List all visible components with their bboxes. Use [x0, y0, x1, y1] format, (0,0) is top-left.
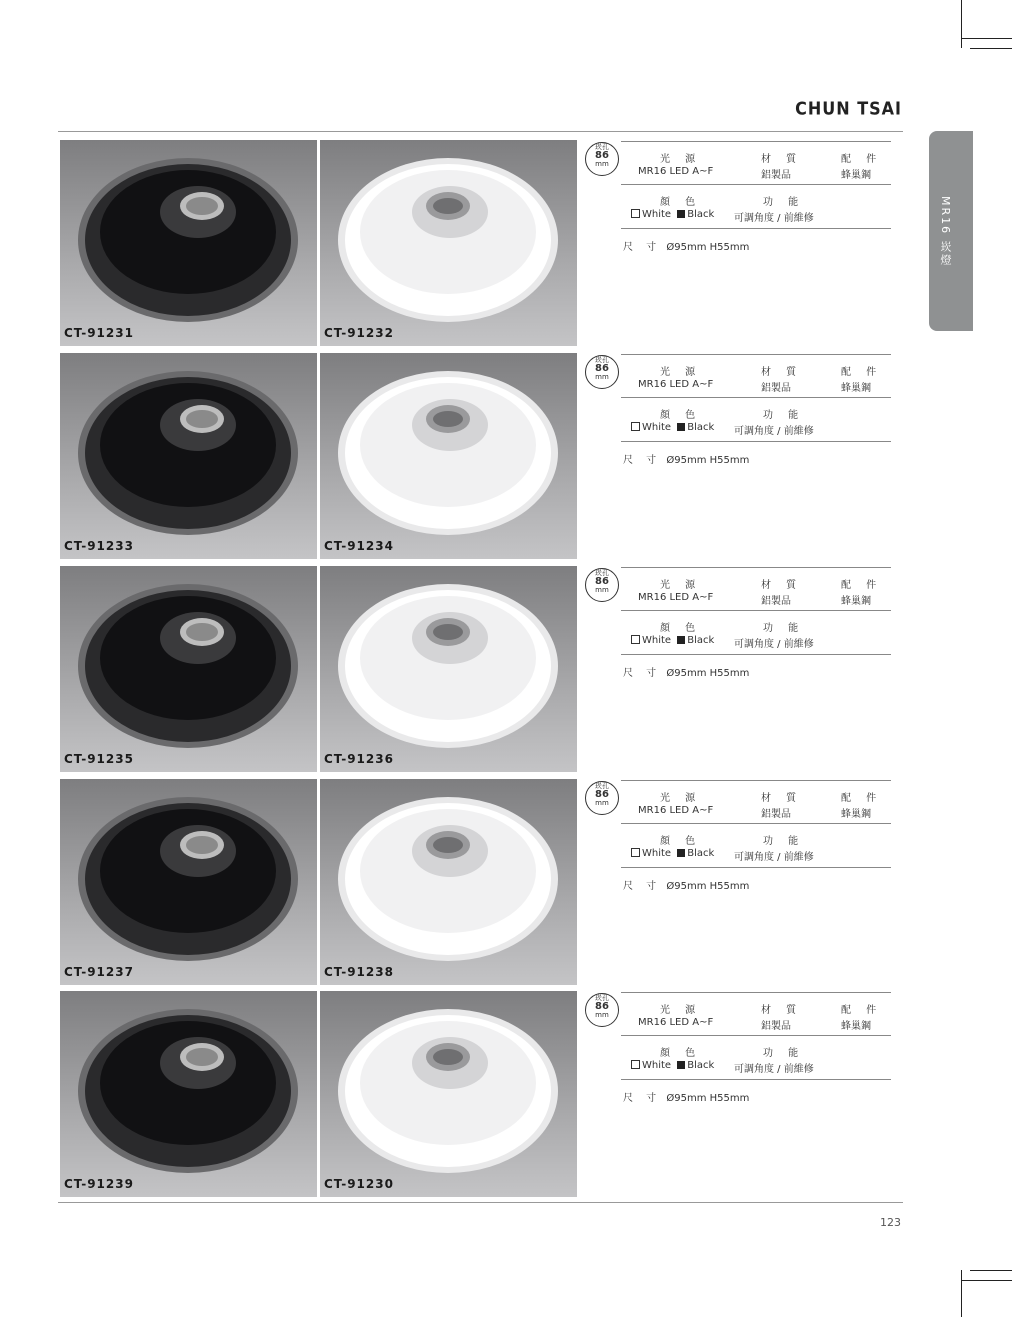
spec-divider	[621, 867, 891, 868]
accessory-header: 配 件	[841, 154, 883, 165]
footer-rule	[58, 1202, 903, 1203]
white-swatch-icon	[631, 422, 640, 431]
product-photo-white	[320, 566, 577, 772]
material-header: 材 質	[761, 580, 803, 591]
function-header: 功 能	[763, 197, 805, 208]
color-white-label: White	[642, 422, 672, 433]
badge-label: 崁孔	[595, 569, 609, 577]
badge-label: 崁孔	[595, 994, 609, 1002]
size-value: Ø95mm H55mm	[666, 881, 750, 892]
product-photo-white	[320, 140, 577, 346]
product-code: CT-91236	[324, 752, 394, 766]
product-code: CT-91239	[64, 1177, 134, 1191]
size-row	[623, 664, 749, 679]
badge-value: 86	[595, 1001, 609, 1012]
black-swatch-icon	[677, 849, 685, 857]
light-source-value: MR16 LED A~F	[638, 805, 714, 816]
cutout-badge	[585, 781, 619, 815]
color-black-label: Black	[687, 209, 715, 220]
product-photo-black	[60, 566, 317, 772]
light-source-header: 光 源	[660, 154, 702, 165]
spec-divider	[621, 441, 891, 442]
product-photo-white	[320, 779, 577, 985]
spec-divider	[621, 228, 891, 229]
badge-value: 86	[595, 150, 609, 161]
crop-mark-bottom-h2	[970, 1270, 1012, 1271]
header-rule	[58, 131, 903, 132]
spec-divider	[621, 397, 891, 398]
size-label: 尺 寸	[623, 242, 662, 253]
light-source-header: 光 源	[660, 580, 702, 591]
color-header: 顏 色	[660, 410, 702, 421]
accessory-value: 蜂巢鋼	[841, 809, 871, 820]
size-value: Ø95mm H55mm	[666, 1093, 750, 1104]
spec-table	[583, 353, 903, 559]
accessory-value: 蜂巢鋼	[841, 596, 871, 607]
spec-table	[583, 140, 903, 346]
product-photo-black	[60, 353, 317, 559]
size-label: 尺 寸	[623, 668, 662, 679]
product-photo-black	[60, 991, 317, 1197]
color-header: 顏 色	[660, 623, 702, 634]
spec-divider	[621, 610, 891, 611]
color-black-label: Black	[687, 422, 715, 433]
product-row	[60, 991, 903, 1197]
material-value: 鋁製品	[761, 383, 791, 394]
function-header: 功 能	[763, 410, 805, 421]
spec-divider	[621, 1079, 891, 1080]
spec-table	[583, 991, 903, 1197]
spec-divider	[621, 780, 891, 781]
material-value: 鋁製品	[761, 170, 791, 181]
badge-value: 86	[595, 363, 609, 374]
spec-divider	[621, 1035, 891, 1036]
black-swatch-icon	[677, 1061, 685, 1069]
cutout-badge	[585, 568, 619, 602]
size-value: Ø95mm H55mm	[666, 455, 750, 466]
light-source-value: MR16 LED A~F	[638, 166, 714, 177]
function-header: 功 能	[763, 623, 805, 634]
product-row	[60, 140, 903, 346]
white-swatch-icon	[631, 209, 640, 218]
material-header: 材 質	[761, 367, 803, 378]
color-black-label: Black	[687, 635, 715, 646]
product-code: CT-91230	[324, 1177, 394, 1191]
size-label: 尺 寸	[623, 881, 662, 892]
product-photo-black	[60, 779, 317, 985]
white-swatch-icon	[631, 635, 640, 644]
size-row	[623, 238, 749, 253]
spec-divider	[621, 141, 891, 142]
accessory-header: 配 件	[841, 367, 883, 378]
color-header: 顏 色	[660, 1048, 702, 1059]
accessory-value: 蜂巢鋼	[841, 1021, 871, 1032]
crop-mark-top-h	[961, 38, 1012, 39]
badge-unit: mm	[595, 586, 609, 594]
page-number: 123	[880, 1216, 901, 1229]
function-value: 可調角度 / 前維修	[734, 639, 814, 650]
accessory-value: 蜂巢鋼	[841, 170, 871, 181]
size-row	[623, 1089, 749, 1104]
badge-unit: mm	[595, 373, 609, 381]
cutout-badge	[585, 142, 619, 176]
function-value: 可調角度 / 前維修	[734, 852, 814, 863]
light-source-header: 光 源	[660, 793, 702, 804]
color-black-label: Black	[687, 1060, 715, 1071]
badge-unit: mm	[595, 799, 609, 807]
color-options	[631, 848, 714, 859]
product-code: CT-91235	[64, 752, 134, 766]
product-photo-black	[60, 140, 317, 346]
color-options	[631, 422, 714, 433]
crop-mark-top-v	[961, 0, 962, 48]
color-white-label: White	[642, 1060, 672, 1071]
accessory-header: 配 件	[841, 1005, 883, 1016]
function-header: 功 能	[763, 836, 805, 847]
accessory-header: 配 件	[841, 580, 883, 591]
spec-divider	[621, 823, 891, 824]
product-code: CT-91237	[64, 965, 134, 979]
light-source-header: 光 源	[660, 367, 702, 378]
spec-divider	[621, 992, 891, 993]
material-header: 材 質	[761, 154, 803, 165]
function-header: 功 能	[763, 1048, 805, 1059]
section-tab-label: MR16 崁燈	[939, 196, 952, 267]
spec-divider	[621, 654, 891, 655]
product-code: CT-91231	[64, 326, 134, 340]
brand-logo: CHUN TSAI	[795, 98, 902, 119]
white-swatch-icon	[631, 848, 640, 857]
spec-table	[583, 566, 903, 772]
badge-unit: mm	[595, 160, 609, 168]
material-value: 鋁製品	[761, 596, 791, 607]
material-header: 材 質	[761, 1005, 803, 1016]
product-code: CT-91238	[324, 965, 394, 979]
light-source-value: MR16 LED A~F	[638, 379, 714, 390]
product-row	[60, 779, 903, 985]
size-label: 尺 寸	[623, 455, 662, 466]
product-photo-white	[320, 353, 577, 559]
color-options	[631, 1060, 714, 1071]
product-row	[60, 353, 903, 559]
color-header: 顏 色	[660, 197, 702, 208]
black-swatch-icon	[677, 636, 685, 644]
function-value: 可調角度 / 前維修	[734, 426, 814, 437]
light-source-value: MR16 LED A~F	[638, 1017, 714, 1028]
function-value: 可調角度 / 前維修	[734, 1064, 814, 1075]
badge-label: 崁孔	[595, 356, 609, 364]
product-code: CT-91234	[324, 539, 394, 553]
crop-mark-top-h2	[970, 48, 1012, 49]
material-header: 材 質	[761, 793, 803, 804]
size-label: 尺 寸	[623, 1093, 662, 1104]
accessory-value: 蜂巢鋼	[841, 383, 871, 394]
size-value: Ø95mm H55mm	[666, 242, 750, 253]
spec-table	[583, 779, 903, 985]
color-white-label: White	[642, 848, 672, 859]
crop-mark-bottom-h	[961, 1280, 1012, 1281]
crop-mark-bottom-v	[961, 1270, 962, 1317]
color-options	[631, 635, 714, 646]
product-photo-white	[320, 991, 577, 1197]
product-code: CT-91233	[64, 539, 134, 553]
color-white-label: White	[642, 635, 672, 646]
size-row	[623, 451, 749, 466]
size-row	[623, 877, 749, 892]
color-black-label: Black	[687, 848, 715, 859]
spec-divider	[621, 567, 891, 568]
spec-divider	[621, 354, 891, 355]
accessory-header: 配 件	[841, 793, 883, 804]
cutout-badge	[585, 993, 619, 1027]
product-row	[60, 566, 903, 772]
badge-label: 崁孔	[595, 782, 609, 790]
size-value: Ø95mm H55mm	[666, 668, 750, 679]
color-header: 顏 色	[660, 836, 702, 847]
light-source-header: 光 源	[660, 1005, 702, 1016]
function-value: 可調角度 / 前維修	[734, 213, 814, 224]
white-swatch-icon	[631, 1060, 640, 1069]
light-source-value: MR16 LED A~F	[638, 592, 714, 603]
material-value: 鋁製品	[761, 809, 791, 820]
badge-unit: mm	[595, 1011, 609, 1019]
badge-value: 86	[595, 789, 609, 800]
black-swatch-icon	[677, 423, 685, 431]
material-value: 鋁製品	[761, 1021, 791, 1032]
badge-label: 崁孔	[595, 143, 609, 151]
badge-value: 86	[595, 576, 609, 587]
cutout-badge	[585, 355, 619, 389]
product-code: CT-91232	[324, 326, 394, 340]
spec-divider	[621, 184, 891, 185]
black-swatch-icon	[677, 210, 685, 218]
color-white-label: White	[642, 209, 672, 220]
color-options	[631, 209, 714, 220]
